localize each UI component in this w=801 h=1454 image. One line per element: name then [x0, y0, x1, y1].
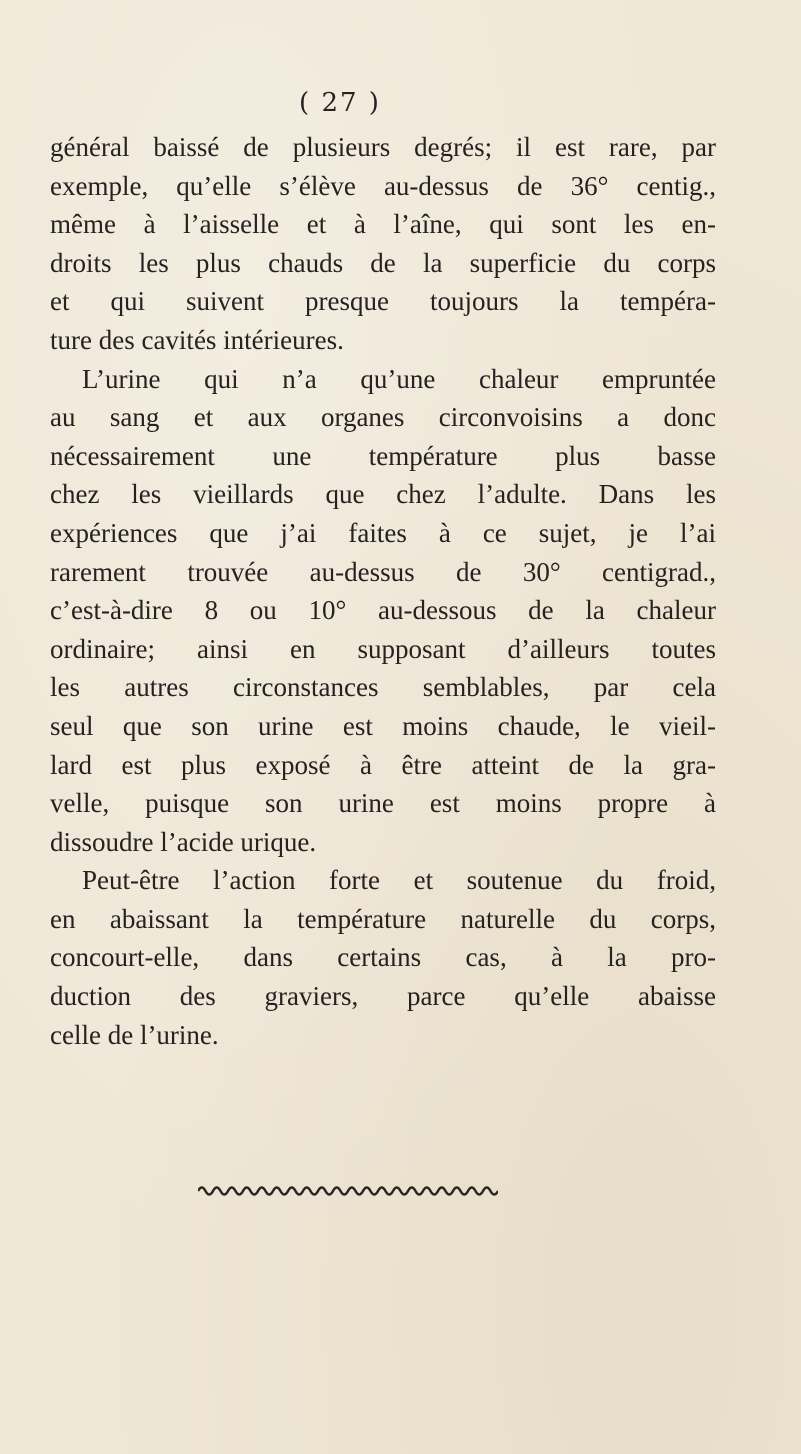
text-line: rarement trouvée au-dessus de 30° centigrad., — [50, 556, 716, 587]
text-line: les autres circonstances semblables, par cela — [50, 672, 716, 703]
text-line: au sang et aux organes circonvoisins a donc — [50, 402, 716, 433]
text-line: droits les plus chauds de la superficie du corps — [50, 247, 716, 278]
text-line: nécessairement une température plus basse — [50, 440, 716, 471]
text-line: ordinaire; ainsi en supposant d’ailleurs toutes — [50, 633, 716, 664]
page-number: ( 27 ) — [299, 88, 381, 118]
text-line: exemple, qu’elle s’élève au-dessus de 36° centig., — [50, 170, 716, 201]
text-line: même à l’aisselle et à l’aîne, qui sont les en- — [50, 209, 716, 240]
wavy-rule-ornament — [198, 1184, 498, 1198]
text-line: seul que son urine est moins chaude, le vieil- — [50, 710, 716, 741]
text-line: L’urine qui n’a qu’une chaleur empruntée — [82, 363, 716, 394]
text-line: dissoudre l’acide urique. — [50, 826, 317, 857]
text-line: ture des cavités intérieures. — [50, 324, 344, 355]
text-line: celle de l’urine. — [50, 1019, 219, 1050]
text-line: expériences que j’ai faites à ce sujet, je l’ai — [50, 517, 716, 548]
text-line: velle, puisque son urine est moins propre à — [50, 788, 716, 819]
text-line: en abaissant la température naturelle du corps, — [50, 903, 716, 934]
text-line: et qui suivent presque toujours la tempéra- — [50, 286, 716, 317]
body-text — [50, 128, 716, 1054]
text-line: c’est-à-dire 8 ou 10° au-dessous de la chaleur — [50, 595, 716, 626]
text-line: général baissé de plusieurs degrés; il est rare, par — [50, 132, 716, 162]
text-line: Peut-être l’action forte et soutenue du froid, — [82, 865, 716, 896]
text-line: duction des graviers, parce qu’elle abaisse — [50, 981, 716, 1012]
text-line: concourt-elle, dans certains cas, à la pro- — [50, 942, 716, 973]
text-line: lard est plus exposé à être atteint de la gra- — [50, 749, 716, 780]
text-line: chez les vieillards que chez l’adulte. Dans les — [50, 479, 716, 510]
